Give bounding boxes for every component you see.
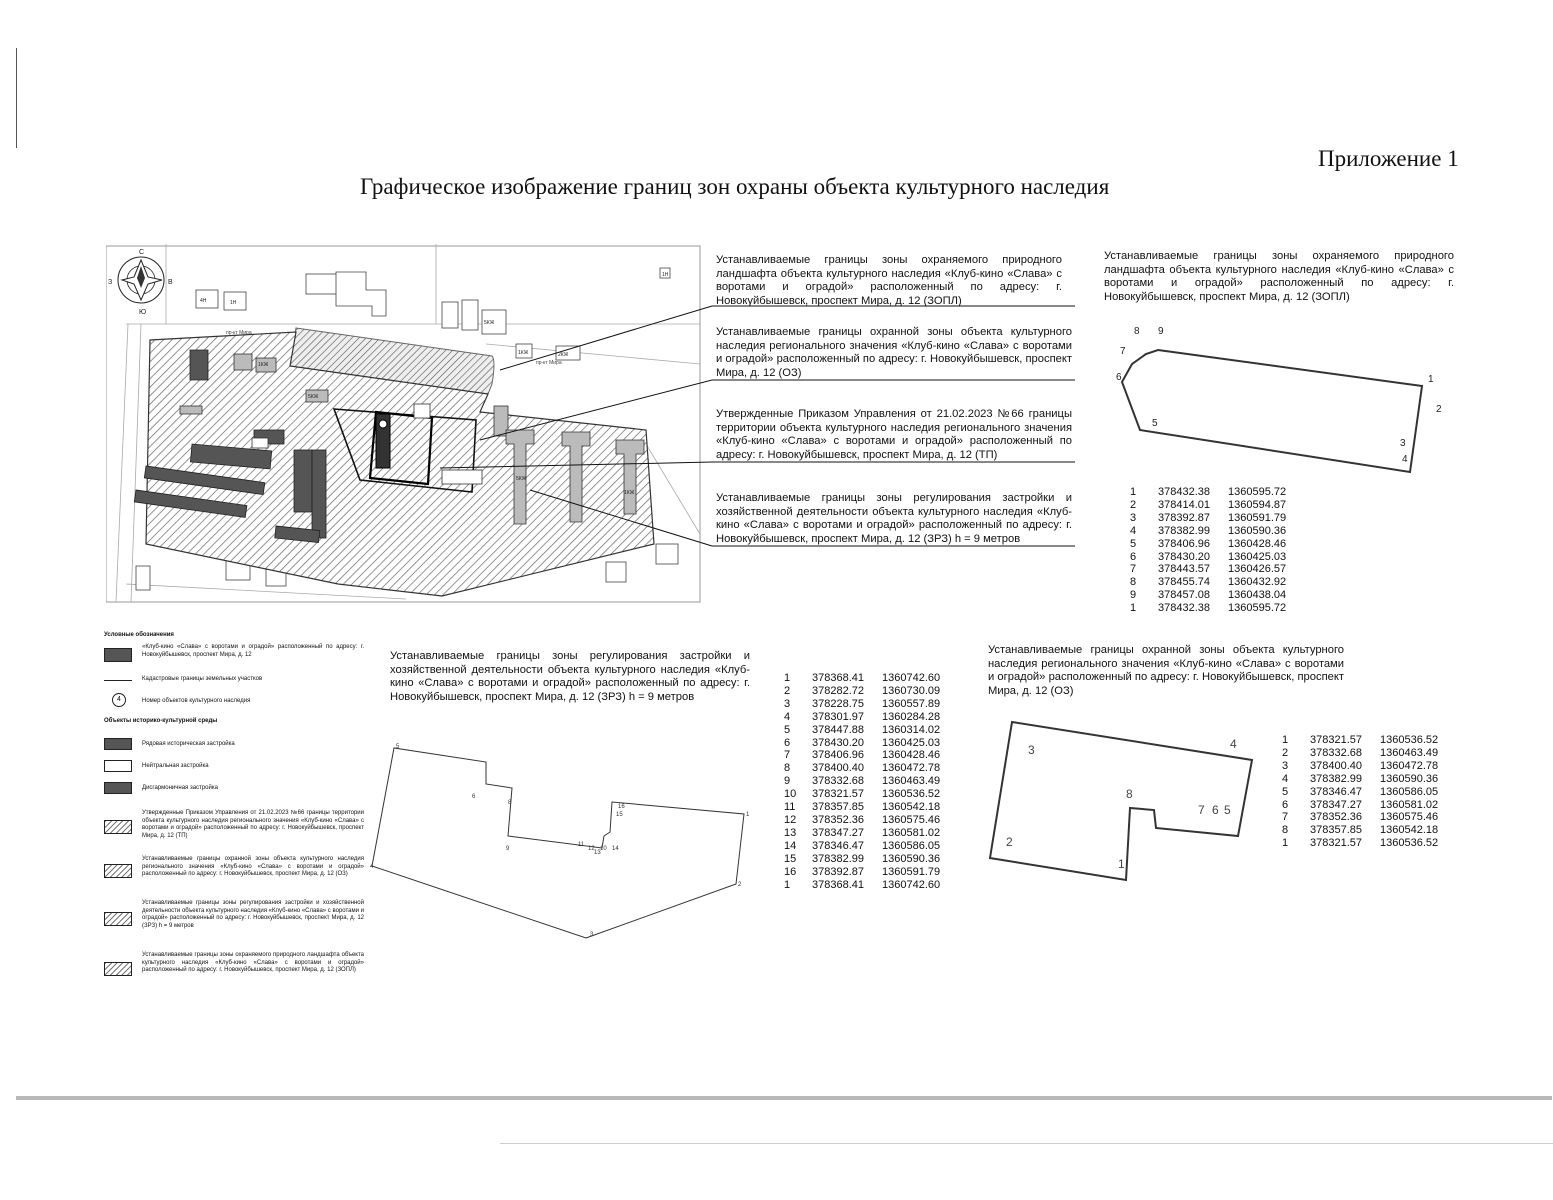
legend-cadastral: Кадастровые границы земельных участков	[142, 676, 263, 682]
coord-row	[1130, 538, 1292, 551]
coord-x: 378352.36	[1310, 811, 1362, 824]
coord-x: 378382.99	[1310, 772, 1362, 785]
svg-text:4: 4	[370, 864, 374, 870]
oz-diagram	[980, 716, 1260, 886]
coord-y: 1360591.79	[882, 865, 941, 878]
coord-x: 378455.74	[1158, 576, 1210, 589]
coord-x: 378382.99	[812, 852, 864, 865]
point-number: 2	[1282, 746, 1289, 759]
building-label: 1КЖ	[624, 490, 635, 496]
svg-text:5: 5	[396, 744, 400, 750]
legend-oz: Устанавливаемые границы охранной зоны объекта культурного наследия регионального значения «Клуб-кино «Слава» с воротами и оградой» расположенный по адресу: г. Новокуйбышевск, проспект Мира, д. 12 (ОЗ)	[142, 856, 364, 877]
svg-text:16: 16	[618, 804, 625, 810]
coord-row	[784, 853, 946, 866]
zopl-caption: Устанавливаемые границы зоны охраняемого природного ландшафта объекта культурного наследия «Клуб-кино «Слава» с воротами и оградой» расположенный по адресу: г. Новокуйбышевск, проспект Мира, д. 12 (ЗОПЛ)	[1104, 250, 1454, 303]
coord-y: 1360536.52	[882, 788, 941, 801]
coord-row	[784, 801, 946, 814]
point-number: 7	[1282, 811, 1289, 824]
coord-y: 1360742.60	[882, 672, 941, 684]
callout-zrz: Устанавливаемые границы зоны регулирования застройки и хозяйственной деятельности объекта культурного наследия «Клуб-кино «Слава» с воротами и оградой» расположенный по адресу: г. Новокуйбышевск, проспект Мира, д. 12 (ЗРЗ) h = 9 метров	[716, 492, 1072, 545]
coord-y: 1360472.78	[1380, 759, 1439, 772]
coord-y: 1360575.46	[882, 813, 941, 826]
coord-row	[1130, 551, 1292, 564]
point-number: 9	[1130, 589, 1137, 602]
coord-row	[784, 788, 946, 801]
point-number: 1	[1130, 486, 1137, 498]
coord-x: 378400.40	[812, 762, 864, 775]
point-number: 3	[784, 697, 791, 710]
svg-text:14: 14	[612, 846, 619, 852]
point-number: 9	[784, 775, 791, 788]
coord-y: 1360536.52	[1380, 837, 1439, 850]
point-number: 5	[1282, 785, 1289, 798]
coord-x: 378321.57	[1310, 837, 1362, 850]
legend-neutral: Нейтральная застройка	[142, 763, 209, 769]
compass-w: З	[108, 279, 113, 286]
point-number: 1	[784, 672, 791, 684]
building-label: 5КЖ	[516, 476, 527, 482]
coord-x: 378406.96	[1158, 537, 1210, 550]
coord-x: 378347.27	[1310, 798, 1362, 811]
coord-x: 378392.87	[1158, 511, 1210, 524]
coord-x: 378357.85	[1310, 824, 1362, 837]
legend-swatch-zopl	[104, 962, 132, 976]
coord-x: 378282.72	[812, 684, 864, 697]
svg-text:2: 2	[1436, 404, 1442, 415]
coord-y: 1360425.03	[882, 736, 941, 749]
legend-swatch-zrz	[104, 912, 132, 926]
building-label: 5КЖ	[308, 394, 319, 400]
coord-row	[784, 685, 946, 698]
building-label: 1Н	[230, 300, 237, 306]
coord-row	[784, 672, 946, 685]
legend-number-text: Номер объектов культурного наследия	[142, 698, 251, 704]
coord-row	[784, 711, 946, 724]
legend-historic: Рядовая историческая застройка	[142, 741, 235, 747]
svg-text:5: 5	[1152, 418, 1158, 429]
svg-text:1: 1	[1428, 374, 1434, 385]
zrz-coords-table	[784, 672, 946, 891]
legend-swatch-dissonant	[104, 782, 132, 794]
legend-zrz: Устанавливаемые границы зоны регулирования застройки и хозяйственной деятельности объекта культурного наследия «Клуб-кино «Слава» с воротами и оградой» расположенный по адресу: г. Новокуйбышевск, проспект Мира, д. 12 (ЗРЗ) h = 9 метров	[142, 900, 364, 929]
svg-text:3: 3	[1028, 743, 1035, 757]
coord-y: 1360590.36	[1380, 772, 1439, 785]
point-number: 2	[784, 684, 791, 697]
coord-y: 1360742.60	[882, 878, 941, 891]
svg-text:1: 1	[1118, 857, 1125, 871]
coord-row	[784, 749, 946, 762]
svg-text:9: 9	[506, 846, 510, 852]
point-number: 1	[1282, 837, 1289, 850]
page-footer-rule	[16, 1096, 1552, 1100]
coord-x: 378447.88	[812, 723, 864, 736]
coord-x: 378457.08	[1158, 589, 1210, 602]
coord-x: 378432.38	[1158, 602, 1210, 615]
oz-caption: Устанавливаемые границы охранной зоны объекта культурного наследия регионального значения «Клуб-кино «Слава» с воротами и оградой» расположенный по адресу: г. Новокуйбышевск, проспект Мира, д. 12 (ОЗ)	[988, 644, 1344, 697]
svg-text:6: 6	[472, 794, 476, 800]
coord-y: 1360591.79	[1228, 511, 1287, 524]
zopl-coords-table	[1130, 486, 1292, 615]
callout-zopl: Устанавливаемые границы зоны охраняемого природного ландшафта объекта культурного наследия «Клуб-кино «Слава» с воротами и оградой» расположенный по адресу: г. Новокуйбышевск, проспект Мира, д. 12 (ЗОПЛ)	[716, 254, 1062, 307]
coord-row	[1282, 747, 1444, 760]
coord-x: 378321.57	[812, 788, 864, 801]
point-number: 1	[784, 878, 791, 891]
legend-line-cadastral	[104, 680, 132, 681]
coord-y: 1360590.36	[1228, 524, 1287, 537]
coord-x: 378406.96	[812, 749, 864, 762]
annex-label: Приложение 1	[1318, 146, 1459, 171]
coord-x: 378414.01	[1158, 498, 1210, 511]
point-number: 6	[784, 736, 791, 749]
building-label: 2КЖ	[558, 352, 569, 358]
svg-text:15: 15	[616, 812, 623, 818]
coord-y: 1360536.52	[1380, 734, 1439, 746]
svg-text:3: 3	[590, 932, 594, 938]
coord-x: 378443.57	[1158, 563, 1210, 576]
coord-row	[1130, 525, 1292, 538]
coord-y: 1360314.02	[882, 723, 941, 736]
coord-x: 378432.38	[1158, 486, 1210, 498]
coord-row	[1130, 499, 1292, 512]
point-number: 5	[1130, 537, 1137, 550]
point-number: 11	[784, 801, 796, 814]
point-number: 6	[1282, 798, 1289, 811]
street-label: пр-кт Мира	[226, 330, 252, 336]
coord-row	[784, 698, 946, 711]
svg-text:4: 4	[1230, 737, 1237, 751]
coord-x: 378346.47	[812, 839, 864, 852]
coord-x: 378392.87	[812, 865, 864, 878]
coord-y: 1360581.02	[1380, 798, 1439, 811]
point-number: 4	[784, 710, 791, 723]
svg-text:9: 9	[1158, 326, 1164, 337]
coord-y: 1360586.05	[882, 839, 941, 852]
zrz-diagram	[366, 738, 766, 948]
point-number: 8	[1282, 824, 1289, 837]
point-number: 4	[1282, 772, 1289, 785]
building-label: 1Н	[662, 272, 669, 278]
point-number: 7	[784, 749, 791, 762]
legend-swatch-neutral	[104, 760, 132, 772]
point-number: 16	[784, 865, 797, 878]
coord-row	[784, 724, 946, 737]
svg-text:2: 2	[738, 882, 742, 888]
zrz-caption: Устанавливаемые границы зоны регулирования застройки и хозяйственной деятельности объекта культурного наследия «Клуб-кино «Слава» с воротами и оградой» расположенный по адресу: г. Новокуйбышевск, проспект Мира, д. 12 (ЗРЗ) h = 9 метров	[390, 650, 750, 703]
legend-swatch-object	[104, 648, 132, 662]
callout-tp: Утвержденные Приказом Управления от 21.02.2023 №66 границы территории объекта культурного наследия регионального значения «Клуб-кино «Слава» с воротами и оградой» расположенный по адресу: г. Новокуйбышевск, проспект Мира, д. 12 (ТП)	[716, 408, 1072, 461]
coord-y: 1360595.72	[1228, 602, 1287, 615]
coord-x: 378357.85	[812, 801, 864, 814]
coord-row	[1282, 811, 1444, 824]
coord-y: 1360575.46	[1380, 811, 1439, 824]
coord-row	[784, 827, 946, 840]
svg-text:8: 8	[508, 800, 512, 806]
point-number: 6	[1130, 550, 1137, 563]
coord-row	[1130, 512, 1292, 525]
street-label: пр-кт Мира	[536, 360, 562, 366]
building-label: 5КЖ	[484, 320, 495, 326]
coord-y: 1360428.46	[1228, 537, 1287, 550]
svg-text:1: 1	[746, 812, 750, 818]
coord-row	[1282, 734, 1444, 747]
legend-zopl: Устанавливаемые границы зоны охраняемого природного ландшафта объекта культурного наследия «Клуб-кино «Слава» с воротами и оградой» расположенный по адресу: г. Новокуйбышевск, проспект Мира, д. 12 (ЗОПЛ)	[142, 952, 364, 973]
point-number: 3	[1282, 759, 1289, 772]
compass-e: В	[168, 279, 173, 286]
page-title: Графическое изображение границ зон охраны объекта культурного наследия	[360, 174, 1110, 199]
coord-x: 378382.99	[1158, 524, 1210, 537]
coord-row	[1130, 563, 1292, 576]
coord-x: 378368.41	[812, 878, 864, 891]
coord-row	[1130, 576, 1292, 589]
coord-y: 1360590.36	[882, 852, 941, 865]
building-label: 1КЖ	[518, 350, 529, 356]
svg-text:11: 11	[578, 842, 585, 848]
svg-text:8: 8	[1126, 787, 1133, 801]
svg-text:7: 7	[1120, 346, 1126, 357]
coord-y: 1360425.03	[1228, 550, 1287, 563]
coord-x: 378430.20	[1158, 550, 1210, 563]
coord-y: 1360581.02	[882, 826, 941, 839]
building-label: 1КЖ	[258, 362, 269, 368]
legend-number-marker: 4	[112, 693, 126, 707]
coord-row	[1130, 486, 1292, 499]
point-number: 7	[1130, 563, 1137, 576]
building-label: 4Н	[200, 298, 207, 304]
coord-y: 1360463.49	[1380, 746, 1439, 759]
point-number: 8	[784, 762, 791, 775]
coord-row	[784, 762, 946, 775]
coord-row	[1282, 786, 1444, 799]
coord-row	[784, 775, 946, 788]
legend-dissonant: Дисгармоничная застройка	[142, 785, 218, 791]
coord-x: 378321.57	[1310, 734, 1362, 746]
coord-y: 1360428.46	[882, 749, 941, 762]
coord-row	[784, 737, 946, 750]
coord-row	[784, 879, 946, 892]
point-number: 2	[1130, 498, 1137, 511]
point-number: 1	[1130, 602, 1137, 615]
svg-text:8: 8	[1134, 326, 1140, 337]
svg-text:12: 12	[588, 846, 595, 852]
coord-y: 1360472.78	[882, 762, 941, 775]
legend-swatch-tp	[104, 820, 132, 834]
zopl-diagram	[1110, 322, 1460, 482]
compass-n: С	[139, 249, 145, 256]
svg-text:6: 6	[1116, 372, 1122, 383]
coord-row	[784, 840, 946, 853]
coord-row	[1130, 589, 1292, 602]
oz-coords-table	[1282, 734, 1444, 850]
point-number: 1	[1282, 734, 1289, 746]
coord-y: 1360586.05	[1380, 785, 1439, 798]
coord-row	[1282, 837, 1444, 850]
coord-row	[1282, 773, 1444, 786]
coord-row	[1282, 760, 1444, 773]
legend-tp: Утвержденные Приказом Управления от 21.02.2023 №66 границы территории объекта культурного наследия регионального значения «Клуб-кино «Слава» с воротами и оградой» расположенный по адресу: г. Новокуйбышевск, проспект Мира, д. 12 (ТП)	[142, 810, 364, 839]
coord-y: 1360426.57	[1228, 563, 1287, 576]
coord-y: 1360557.89	[882, 697, 941, 710]
coord-x: 378301.97	[812, 710, 864, 723]
point-number: 15	[784, 852, 797, 865]
svg-text:13: 13	[594, 850, 601, 856]
point-number: 13	[784, 826, 797, 839]
coord-y: 1360432.92	[1228, 576, 1287, 589]
coord-x: 378332.68	[812, 775, 864, 788]
svg-text:3: 3	[1400, 438, 1406, 449]
coord-x: 378400.40	[1310, 759, 1362, 772]
legend-heading: Условные обозначения	[104, 632, 174, 638]
compass-s: Ю	[139, 309, 147, 316]
svg-text:10: 10	[600, 846, 607, 852]
coord-y: 1360438.04	[1228, 589, 1287, 602]
point-number: 5	[784, 723, 791, 736]
coord-x: 378368.41	[812, 672, 864, 684]
coord-x: 378347.27	[812, 826, 864, 839]
coord-y: 1360542.18	[1380, 824, 1439, 837]
point-number: 4	[1130, 524, 1137, 537]
coord-x: 378430.20	[812, 736, 864, 749]
coord-x: 378346.47	[1310, 785, 1362, 798]
coord-y: 1360595.72	[1228, 486, 1287, 498]
svg-text:6: 6	[1212, 803, 1219, 817]
coord-y: 1360594.87	[1228, 498, 1287, 511]
svg-text:2: 2	[1006, 835, 1013, 849]
point-number: 10	[784, 788, 797, 801]
coord-y: 1360284.28	[882, 710, 941, 723]
legend-swatch-historic	[104, 738, 132, 750]
svg-text:7: 7	[1198, 803, 1205, 817]
scan-artifact-line	[500, 1143, 1553, 1144]
coord-row	[1282, 824, 1444, 837]
legend-object-text: «Клуб-кино «Слава» с воротами и оградой» расположенный по адресу: г. Новокуйбышевск, проспект Мира, д. 12	[142, 644, 364, 658]
coord-row	[784, 866, 946, 879]
legend-swatch-oz	[104, 864, 132, 878]
point-number: 14	[784, 839, 797, 852]
coord-y: 1360463.49	[882, 775, 941, 788]
coord-row	[1282, 799, 1444, 812]
point-number: 3	[1130, 511, 1137, 524]
callout-oz: Устанавливаемые границы охранной зоны объекта культурного наследия регионального значения «Клуб-кино «Слава» с воротами и оградой» расположенный по адресу: г. Новокуйбышевск, проспект Мира, д. 12 (ОЗ)	[716, 326, 1072, 379]
point-number: 8	[1130, 576, 1137, 589]
coord-y: 1360730.09	[882, 684, 941, 697]
coord-x: 378332.68	[1310, 746, 1362, 759]
coord-y: 1360542.18	[882, 801, 941, 814]
svg-text:5: 5	[1224, 803, 1231, 817]
legend-env-heading: Объекты историко-культурной среды	[104, 718, 218, 724]
coord-row	[1130, 602, 1292, 615]
coord-row	[784, 814, 946, 827]
svg-text:4: 4	[1402, 454, 1408, 465]
point-number: 12	[784, 813, 797, 826]
coord-x: 378352.36	[812, 813, 864, 826]
coord-x: 378228.75	[812, 697, 864, 710]
